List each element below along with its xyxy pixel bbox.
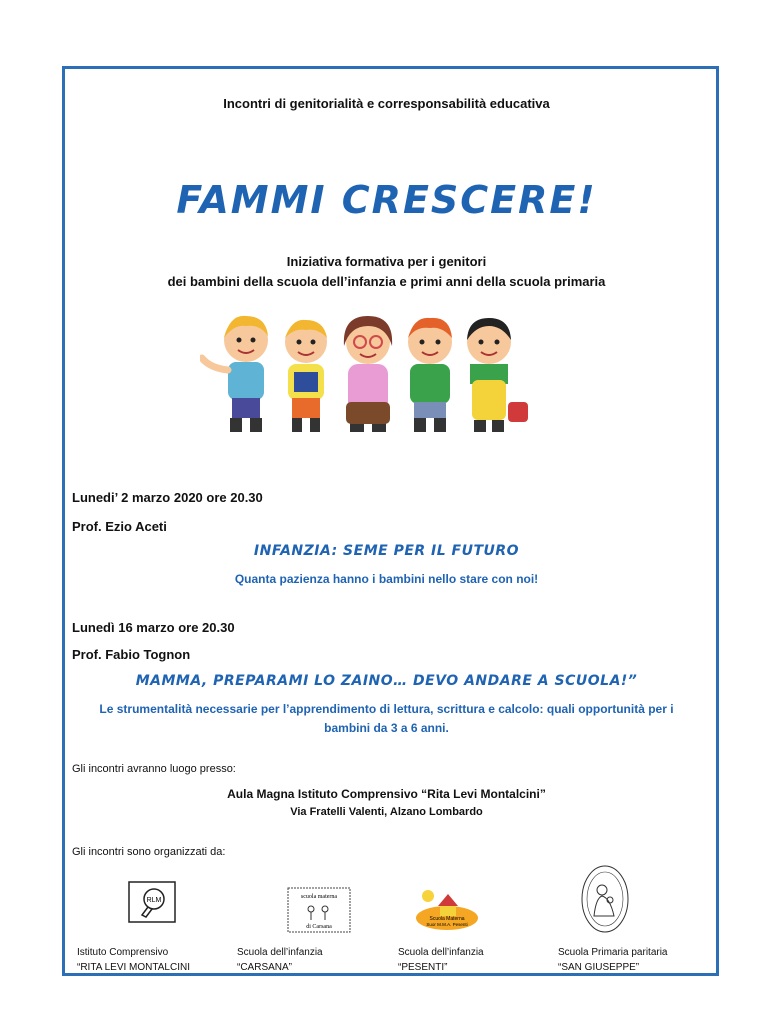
event-1-speaker: Prof. Ezio Aceti <box>72 519 167 534</box>
child-figure <box>285 320 327 432</box>
event-2-speaker: Prof. Fabio Tognon <box>72 647 191 662</box>
organizer-4-line-1: Scuola Primaria paritaria <box>558 947 668 958</box>
san-giuseppe-logo <box>580 864 630 934</box>
event-2-subtitle <box>0 700 773 738</box>
organizer-1-line-1: Istituto Comprensivo <box>77 947 169 958</box>
child-figure <box>344 316 392 432</box>
event-1-title: INFANZIA: SEME PER IL FUTURO <box>253 543 520 559</box>
event-1-subtitle: Quanta pazienza hanno i bambini nello stare con noi! <box>234 572 539 586</box>
rlm-lightbulb-logo <box>128 881 176 923</box>
carsana-logo-line-2: di Carsana <box>306 924 332 930</box>
organizer-1-line-2: “RITA LEVI MONTALCINI <box>77 962 190 973</box>
organizer-4 <box>558 945 668 975</box>
event-2-title: MAMMA, PREPARAMI LO ZAINO… DEVO ANDARE A SCUOLA!” <box>135 673 638 689</box>
organizer-2 <box>237 945 323 975</box>
organizers-intro: Gli incontri sono organizzati da: <box>72 846 226 858</box>
venue-name: Aula Magna Istituto Comprensivo “Rita Levi Montalcini” <box>227 787 546 801</box>
pesenti-logo-line-1: Scuola Materna <box>429 916 465 922</box>
pesenti-logo-line-2: Suor M.M.A. Pesenti <box>426 922 468 927</box>
event-2-subtitle-line-2: bambini da 3 a 6 anni. <box>324 721 449 735</box>
pesenti-logo <box>414 884 480 932</box>
organizer-2-line-2: “CARSANA” <box>237 962 293 973</box>
children-illustration <box>200 310 540 440</box>
organizer-3-line-1: Scuola dell’infanzia <box>398 947 484 958</box>
intro-line-1: Iniziativa formativa per i genitori <box>286 254 487 269</box>
intro-text <box>0 252 773 292</box>
child-figure <box>202 316 268 432</box>
organizer-4-line-2: “SAN GIUSEPPE” <box>558 962 640 973</box>
child-figure <box>408 318 452 432</box>
venue-address: Via Fratelli Valenti, Alzano Lombardo <box>290 806 483 818</box>
event-2-date: Lunedì 16 marzo ore 20.30 <box>72 620 235 635</box>
intro-line-2: dei bambini della scuola dell’infanzia e primi anni della scuola primaria <box>167 274 606 289</box>
event-2-subtitle-line-1: Le strumentalità necessarie per l’apprendimento di lettura, scrittura e calcolo: quali opportunità per i <box>99 702 674 716</box>
event-1-date: Lunedi’ 2 marzo 2020 ore 20.30 <box>72 490 263 505</box>
child-figure <box>467 318 528 432</box>
organizer-2-line-1: Scuola dell’infanzia <box>237 947 323 958</box>
kicker-text: Incontri di genitorialità e corresponsabilità educativa <box>223 96 550 111</box>
rlm-logo-text: RLM <box>146 897 162 904</box>
organizer-1 <box>77 945 190 975</box>
organizer-3 <box>398 945 484 975</box>
page-title: FAMMI CRESCERE! <box>176 178 597 222</box>
venue-intro: Gli incontri avranno luogo presso: <box>72 763 236 775</box>
carsana-logo <box>287 887 351 933</box>
carsana-logo-line-1: scuola materna <box>300 894 338 900</box>
organizer-3-line-2: “PESENTI” <box>398 962 448 973</box>
